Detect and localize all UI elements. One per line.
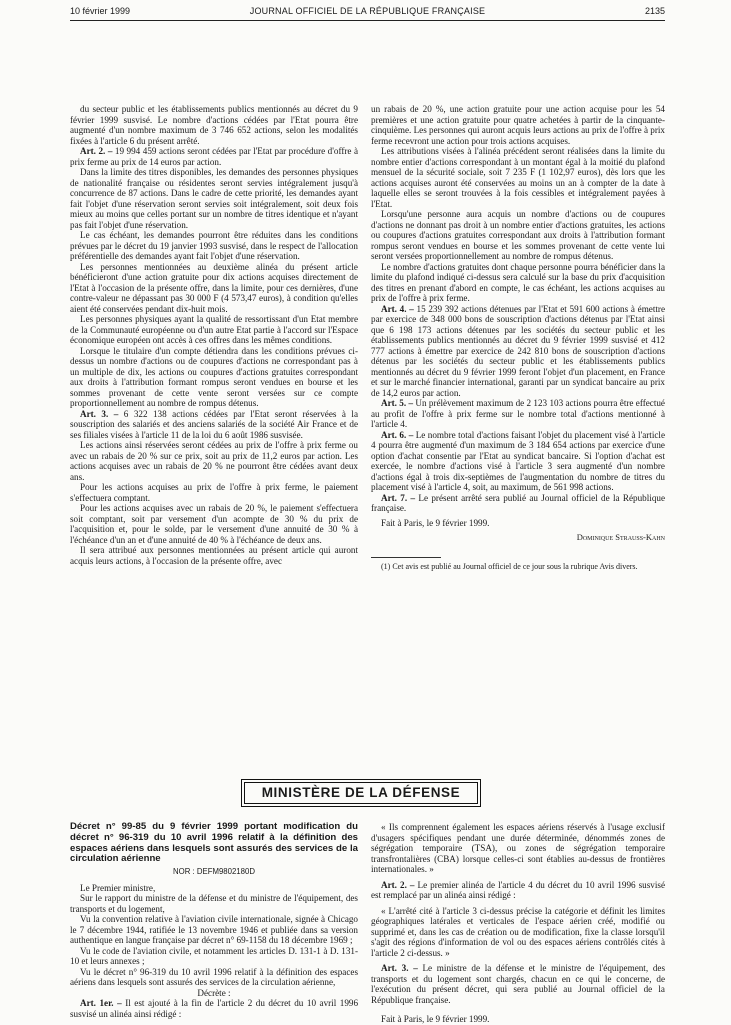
paragraph-text: Le premier alinéa de l'article 4 du décret du 10 avril 1996 susvisé est remplacé par un alinéa ainsi rédigé : [371,879,665,900]
decree-left-body [70,883,358,1020]
paragraph: Les actions ainsi réservées seront cédées au prix de l'offre à prix ferme ou avec un rabais de 20 % sur ce prix, soit au prix de 11,2 euros par action. Les actions acquises avec un rabais de 20 % ne pourront être cédées avant deux ans. [70,440,358,482]
article-number: Art. 2. – [381,879,415,890]
paragraph-text: 6 322 138 actions cédées par l'Etat seront réservées à la souscription des salariés et des anciens salariés de la société Air France et de ses filiales visées à l'article 11 de la loi du 6 août 1986 susvisée. [70,408,358,440]
paragraph: « Ils comprennent également les espaces aériens réservés à l'usage exclusif d'usagers spécifiques pendant une durée déterminée, dénommés zones de ségrégation temporaire (TSA), ou zones de ségrégation temporaire transfrontalières (CBA) lorsque celles-ci sont établies au-dessus de frontières internationales. » [371,822,665,874]
paragraph [371,430,665,493]
header-rule [70,20,665,21]
paragraph-text: 15 239 392 actions détenues par l'Etat et 591 600 actions à émettre par exercice de 348 000 bons de souscription d'actions détenus par l'Etat ainsi que 6 198 173 actions détenues par les sociétés du secteur public et les établissements publics mentionnés au décret du 9 février 1999 susvisé et 412 777 actions à émettre par exercice de 242 810 bons de souscription d'actions détenus par les sociétés du secteur public et les établissements publics mentionnés au décret du 9 février 1999 feront l'objet d'un placement, en France et sur le marché financier international, garanti par un syndicat bancaire au prix de 14,2 euros par action. [371,303,665,398]
paragraph: Le nombre d'actions gratuites dont chaque personne pourra bénéficier dans la limite du plafond indiqué ci-dessus sera calculé sur la base du prix d'acquisition des titres en prenant d'abord en compte, le cas échéant, les actions acquises au prix de l'offre à prix ferme. [371,261,665,303]
paragraph: Le Premier ministre, [80,882,156,893]
paragraph-text: Un prélèvement maximum de 2 123 103 actions pourra être effectué au profit de l'offre à prix ferme sur le nombre total d'actions mentionné à l'article 4. [371,398,665,429]
paragraph [371,880,665,901]
paragraph: Dans la limite des titres disponibles, les demandes des personnes physiques de nationalité française ou résidentes seront servies intégralement jusqu'à concurrence de 87 actions. Dans le cadre de cette priorité, les demandes ayant fait l'objet d'une réservation seront servies soit intégralement, soit deux fois mieux au moins que celles portant sur un nombre de titres identique et n'ayant pas fait l'objet d'une réservation. [70,167,358,230]
paragraph: Pour les actions acquises au prix de l'offre à prix ferme, le paiement s'effectuera comptant. [70,482,358,503]
page-number: 2135 [644,6,665,16]
paragraph [371,304,665,399]
decree-title: Décret n° 99-85 du 9 février 1999 portant modification du décret n° 96-319 du 10 avril 1996 relatif à la définition des espaces aériens dans lesquels sont assurés des services de la circulation aérienne [70,821,358,865]
decree-right-column [371,822,665,1025]
paragraph-text: Fait à Paris, le 9 février 1999. [381,1014,490,1024]
left-column [70,104,358,566]
journal-title: JOURNAL OFFICIEL DE LA RÉPUBLIQUE FRANÇAISE [249,6,486,16]
paragraph [371,1014,665,1025]
paragraph [371,963,665,1005]
paragraph: « L'arrêté cité à l'article 3 ci-dessus précise la catégorie et définit les limites géographiques latérales et verticales de l'espace aérien créé, modifié ou supprimé et, dans les cas de création ou de modification, fixe la classe lorsqu'il s'agit des régions d'information de vol ou des espaces aériens contrôlés cités à l'article 2 ci-dessus. » [371,905,665,958]
paragraph-gap [371,1005,665,1010]
footnote: (1) Cet avis est publié au Journal officiel de ce jour sous la rubrique Avis divers. [381,561,638,571]
paragraph-text: Le présent arrêté sera publié au Journal officiel de la République française. [371,492,665,513]
article-number: Art. 5. – [381,398,414,408]
article-number: Art. 6. – [381,429,414,440]
article-number: Art. 3. – [381,963,418,973]
paragraph [371,493,665,514]
signature [371,532,665,543]
paragraph: Lorsqu'une personne aura acquis un nombre d'actions ou de coupures d'actions ne donnant pas droit à un nombre entier d'actions gratuites, les actions ou coupures d'actions gratuites correspondant aux droits à l'attribution formant rompus seront vendues en bourse et les sommes provenant de cette vente lui seront versées proportionnellement au nombre de rompus détenus. [371,209,665,261]
paragraph-text: Décrète : [197,987,231,998]
nor-reference: NOR : DEFM9802180D [173,867,255,877]
paragraph: Pour les actions acquises avec un rabais de 20 %, le paiement s'effectuera soit comptant, soit par versement d'un acompte de 30 % du prix de l'acquisition et, pour le solde, par le versement d'une annuité de 30 % à l'échéance d'un an et d'une annuité de 40 % à l'échéance de deux ans. [70,503,358,545]
paragraph: Les personnes mentionnées au deuxième alinéa du présent article bénéficieront d'une action gratuite pour dix actions acquises directement de l'Etat à l'occasion de la présente offre, dans la limite, pour ces dernières, d'une contre-valeur ne dépassant pas 30 000 F (4 573,47 euros), à condition qu'elles aient été conservées pendant dix-huit mois. [70,261,358,314]
paragraph: Le cas échéant, les demandes pourront être réduites dans les conditions prévues par le décret du 19 janvier 1993 susvisé, dans le respect de l'allocation préférentielle des demandes ayant fait l'objet d'une réservation. [70,230,358,261]
paragraph [70,146,358,167]
paragraph [371,398,665,430]
paragraph: Les attributions visées à l'alinéa précédent seront réalisées dans la limite du nombre entier d'actions correspondant à un montant égal à la moitié du plafond mensuel de la sécurité sociale, soit 7 235 F (1 102,97 euros), dès lors que les actions acquises auront été conservées au moins un an à compter de la date à laquelle elles se seront trouvées à la fois cessibles et intégralement payées à l'Etat. [371,146,665,209]
paragraph-text: Fait à Paris, le 9 février 1999. [381,517,490,528]
article-number: Art. 7. – [381,492,416,503]
paragraph: Vu le décret n° 96-319 du 10 avril 1996 relatif à la définition des espaces aériens dans lesquels sont assurés des services de la circulation aérienne, [70,966,358,988]
article-number: Art. 3. – [80,408,119,419]
header-date: 10 février 1999 [70,6,131,16]
paragraph-text: 19 994 459 actions seront cédées par l'Etat par procédure d'offre à prix ferme au prix de 14 euros par action. [70,146,359,167]
paragraph: Lorsque le titulaire d'un compte détiendra dans les conditions prévues ci-dessus un nombre d'actions ou de coupures d'actions ne correspondant pas à un multiple de dix, les actions ou coupures d'actions gratuites correspondant aux droits à l'attribution formant rompus seront vendues en bourse et les sommes provenant de cette vente seront versées sur ce compte proportionnellement au nombre de rompus détenus. [70,345,358,408]
paragraph [371,104,665,146]
paragraph [70,998,358,1019]
paragraph: Vu le code de l'aviation civile, et notamment les articles D. 131-1 à D. 131-10 et leurs annexes ; [70,945,358,967]
article-number: Art. 4. – [381,303,414,314]
footnote-rule [371,557,441,558]
paragraph-text: Il est ajouté à la fin de l'article 2 du décret du 10 avril 1996 susvisé un alinéa ainsi rédigé : [70,998,359,1019]
paragraph [371,518,665,529]
article-number: Art. 1er. – [80,998,122,1009]
paragraph: Vu la convention relative à l'aviation civile internationale, signée à Chicago le 7 décembre 1944, ratifiée le 13 novembre 1946 et publiée dans sa version authentique en langue française par décret n° 69-1158 du 18 décembre 1969 ; [70,914,358,946]
paragraph: Les personnes physiques ayant la qualité de ressortissant d'un Etat membre de la Communauté européenne ou d'un autre Etat partie à l'accord sur l'Espace économique européen ont accès à ces offres dans les mêmes conditions. [70,314,358,345]
paragraph-text: un rabais de 20 %, une action gratuite pour une action acquise pour les 54 premières et une action gratuite pour quatre achetées à partir de la cinquante-cinquième. Les personnes qui auront acquis leurs actions au prix de l'offre à prix ferme recevront une action pour trois actions acquises. [371,104,665,146]
paragraph-text: Dominique Strauss-Kahn [576,532,665,542]
paragraph: du secteur public et les établissements publics mentionnés au décret du 9 février 1999 susvisé. Le nombre d'actions cédées par l'Etat pourra être augmenté d'un nombre maximum de 3 746 652 actions, selon les modalités fixées à l'article 6 du présent arrêté. [70,104,358,146]
paragraph: Il sera attribué aux personnes mentionnées au présent article qui auront acquis leurs actions, à l'occasion de la présente offre, avec [70,545,358,566]
paragraph-text: Le nombre total d'actions faisant l'objet du placement visé à l'article 4 pourra être augmenté d'un maximum de 3 184 654 actions par exercice d'une option d'achat consentie par l'Etat au syndicat bancaire. Si l'option d'achat est exercée, le nombre d'actions visé à l'article 3 sera augmenté d'un nombre d'actions égal à trois dix-septièmes de l'augmentation du nombre de titres du placement visé à l'article 4, soit, au maximum, de 561 998 actions. [371,429,666,492]
paragraph: Sur le rapport du ministre de la défense et du ministre de l'équipement, des transports et du logement, [70,893,358,914]
paragraph [70,988,358,999]
article-number: Art. 2. – [80,146,113,156]
paragraph-text: Le ministre de la défense et le ministre de l'équipement, des transports et du logement sont chargés, chacun en ce qui le concerne, de l'exécution du présent décret, qui sera publié au Journal officiel de la République française. [371,963,665,1005]
paragraph [70,409,358,441]
page-header [70,6,665,20]
right-column [371,104,665,571]
ministry-heading: MINISTÈRE DE LA DÉFENSE [244,782,478,804]
right-column-body [371,104,665,543]
